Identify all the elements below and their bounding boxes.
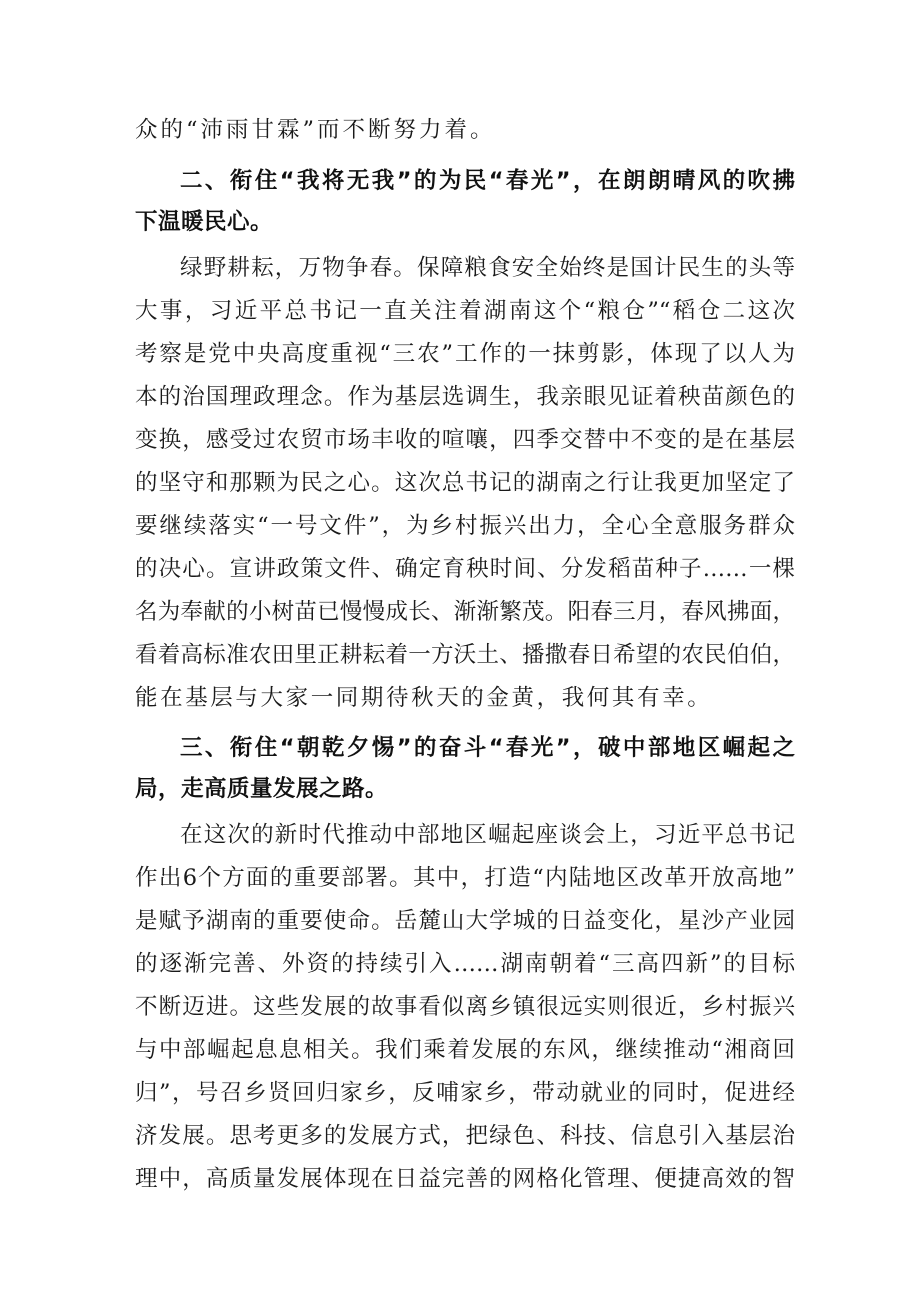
paragraph-2-line-6: 的坚守和那颗为民之心。这次总书记的湖南之行让我更加坚定了 xyxy=(135,470,795,496)
paragraph-3-line-5: 不断迈进。这些发展的故事看似离乡镇很远实则很近，乡村振兴 xyxy=(135,994,795,1020)
paragraph-2-line-1: 绿野耕耘，万物争春。保障粮食安全始终是国计民生的头等 xyxy=(180,255,795,281)
paragraph-2-line-8: 的决心。宣讲政策文件、确定育秧时间、分发稻苗种子……一棵 xyxy=(135,556,795,582)
paragraph-3-line-2: 作出6个方面的重要部署。其中，打造“内陆地区改革开放高地” xyxy=(135,865,795,891)
paragraph-3-line-3: 是赋予湖南的重要使命。岳麓山大学城的日益变化，星沙产业园 xyxy=(135,908,795,934)
section-2-heading-line-1: 二、衔住“我将无我”的为民“春光”，在朗朗晴风的吹拂 xyxy=(180,168,795,194)
paragraph-3-line-6: 与中部崛起息息相关。我们乘着发展的东风，继续推动“湘商回 xyxy=(135,1037,795,1063)
paragraph-2-line-11: 能在基层与大家一同期待秋天的金黄，我何其有幸。 xyxy=(135,685,713,711)
section-3-heading-line-2: 局，走高质量发展之路。 xyxy=(135,776,389,802)
paragraph-2-line-5: 变换，感受过农贸市场丰收的喧嚷，四季交替中不变的是在基层 xyxy=(135,427,795,453)
paragraph-2-line-3: 考察是党中央高度重视“三农”工作的一抹剪影，体现了以人为 xyxy=(135,341,795,367)
paragraph-2-line-9: 名为奉献的小树苗已慢慢成长、渐渐繁茂。阳春三月，春风拂面， xyxy=(135,599,795,625)
paragraph-3-line-9: 理中，高质量发展体现在日益完善的网格化管理、便捷高效的智 xyxy=(135,1166,795,1192)
paragraph-3-line-8: 济发展。思考更多的发展方式，把绿色、科技、信息引入基层治 xyxy=(135,1123,795,1149)
paragraph-3-line-4: 的逐渐完善、外资的持续引入……湖南朝着“三高四新”的目标 xyxy=(135,951,795,977)
section-2-heading-line-2: 下温暖民心。 xyxy=(135,209,274,235)
section-3-heading-line-1: 三、衔住“朝乾夕惕”的奋斗“春光”，破中部地区崛起之 xyxy=(180,735,795,761)
paragraph-3-line-7: 归”，号召乡贤回归家乡，反哺家乡，带动就业的同时，促进经 xyxy=(135,1080,795,1106)
paragraph-2-line-4: 本的治国理政理念。作为基层选调生，我亲眼见证着秧苗颜色的 xyxy=(135,384,795,410)
paragraph-3-line-1: 在这次的新时代推动中部地区崛起座谈会上，习近平总书记 xyxy=(180,822,795,848)
paragraph-2-line-7: 要继续落实“一号文件”，为乡村振兴出力，全心全意服务群众 xyxy=(135,513,795,539)
paragraph-1-line-1: 众的“沛雨甘霖”而不断努力着。 xyxy=(135,117,496,143)
paragraph-2-line-2: 大事，习近平总书记一直关注着湖南这个“粮仓”“稻仓二这次 xyxy=(135,298,795,324)
paragraph-2-line-10: 看着高标准农田里正耕耘着一方沃土、播撒春日希望的农民伯伯， xyxy=(135,642,795,668)
